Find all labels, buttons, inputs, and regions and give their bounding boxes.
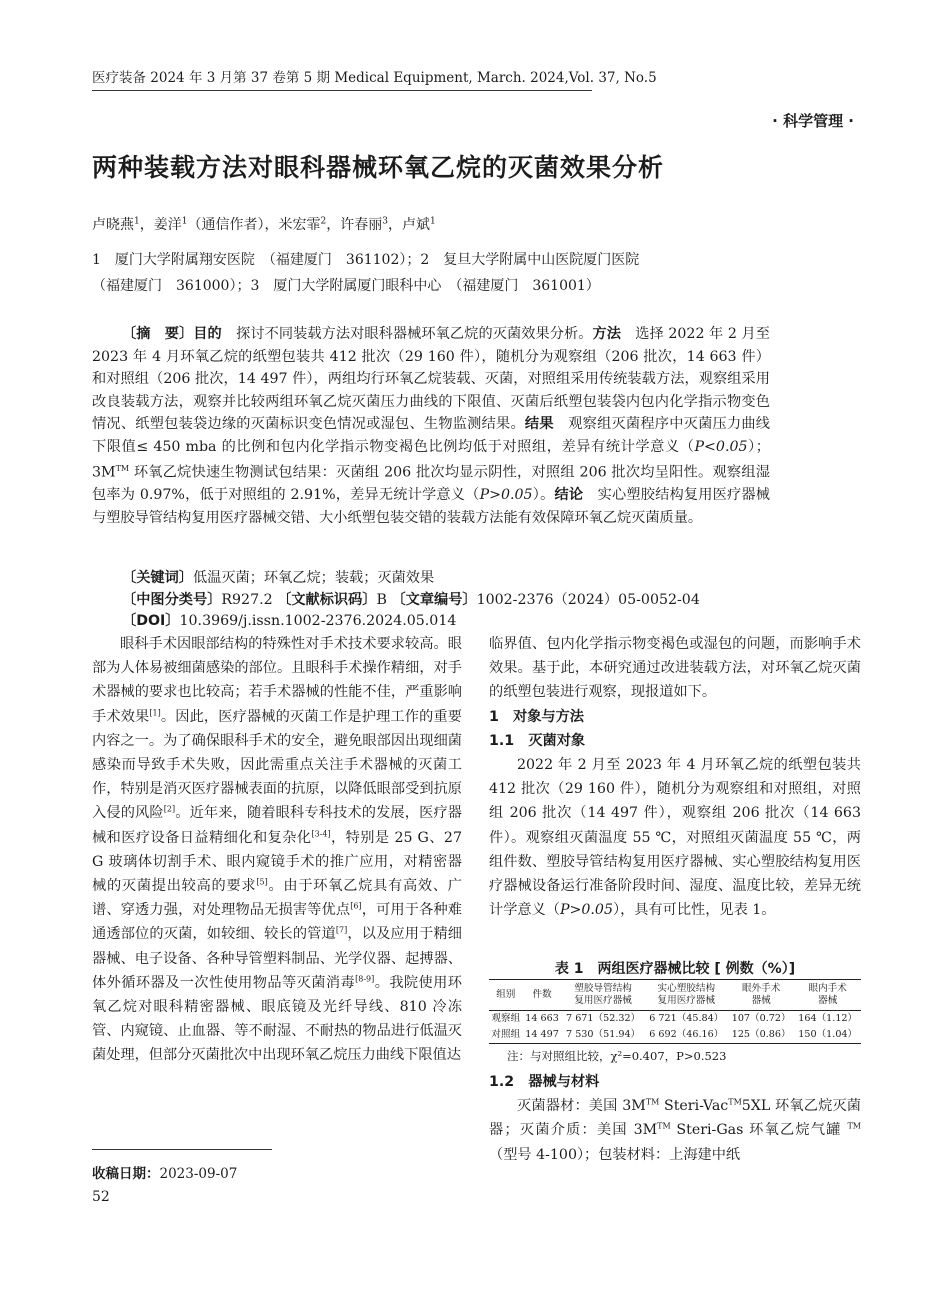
table-cell: 150（1.04） [798, 1029, 858, 1040]
table-row [489, 1011, 861, 1028]
table-header-row [489, 980, 861, 1011]
table-header-cell: 眼内手术 器械 [794, 980, 861, 1011]
p-value: P>0.05 [479, 487, 533, 504]
body-text: 。因此，医疗器械的灭菌工作是护理工作的重要内容之一。为了确保眼科手术的安全，避免眼部因出现细菌感染而导致手术失败，因此需重点关注手术器械的灭菌工作，特别是消灭医疗器械表面的抗原，以降低眼部受到抗原入侵的风险 [92, 708, 462, 822]
body-text: ，可用于各种难通透部位的灭菌，如较细、较长的管道 [92, 902, 462, 943]
author-affil-sup: 1 [429, 216, 436, 227]
p-value: P>0.05 [559, 902, 613, 919]
keywords-value: 低温灭菌；环氧乙烷；装载；灭菌效果 [192, 570, 435, 586]
results-text: ）。 [532, 487, 555, 504]
table-row [489, 1027, 861, 1044]
keywords-label: 〔关键词〕 [122, 570, 193, 586]
clc-label: 〔中图分类号〕 [122, 592, 222, 608]
body-text: ，以及应用于精细器械、电子设备、各种导管塑料制品、光学仪器、起搏器、体外循环器及一次性使用物品等灭菌消毒 [92, 926, 462, 991]
author-name: 卢斌 [401, 217, 430, 233]
results-text: 观察组灭菌程序中灭菌压力曲线下限值≤ 450 mba 的比例和包内化学指示物变褐色比例均低于对照组，差异有统计学意义（ [92, 416, 770, 455]
corresponding-author-note: （通信作者） [187, 217, 265, 233]
author-name: 卢晓燕 [92, 217, 134, 233]
left-column [92, 632, 462, 1068]
trademark-sup: TM [847, 1121, 861, 1131]
results-text: 环氧乙烷快速生物测试包结果：灭菌组 206 批次均显示阴性，对照组 206 批次均呈阳性。观察组湿包率为 0.97%，低于对照组的 2.91%，差异无统计学意义（ [92, 464, 770, 504]
table-cell: 125（0.86） [731, 1029, 791, 1040]
objective-label: 目的 [193, 326, 222, 342]
body-text: ），具有可比性，见表 1。 [612, 902, 776, 919]
citation: [6] [350, 901, 362, 911]
trademark-sup: TM [728, 1097, 742, 1107]
clc-value: R927.2 [221, 592, 273, 608]
citation: [5] [256, 877, 268, 887]
table-cell: 7 671（52.32） [566, 1013, 641, 1024]
table-caption-text: 表 1 两组医疗器械比较 [ 例数（%）] [554, 961, 796, 977]
received-value: 2023-09-07 [159, 1166, 238, 1182]
table-header-cell: 组别 [489, 980, 523, 1011]
abstract-label: 〔摘 要〕 [122, 326, 194, 342]
methods-text: 选择 2022 年 2 月至 2023 年 4 月环氧乙烷的纸塑包装共 412 批次（29 160 件），随机分为观察组（206 批次，14 663 件）和对照组（206 批次，14 497 件），两组均行环氧乙烷装载、灭菌，对照组采用传统装载方法，观察组采用改良装载方法，观察并比较两组环氧乙烷灭菌压力曲线的下限值、灭菌后纸塑包装袋内包内化学指示物变色情况、纸塑包装袋边缘的灭菌标识变色情况或湿包、生物监测结果。 [92, 326, 770, 432]
conclusion-label: 结论 [554, 487, 584, 504]
body-text: 5XL 环氧乙烷灭菌器；灭菌介质：美国 3M [489, 1098, 861, 1139]
table-header-cell: 件数 [523, 980, 562, 1011]
affiliation-line: 1 厦门大学附属翔安医院 （福建厦门 361102）；2 复旦大学附属中山医院厦门医院 [92, 252, 640, 268]
conclusion-text: 实心塑胶结构复用医疗器械与塑胶导管结构复用医疗器械交错、大小纸塑包装交错的装载方法能有效保障环氧乙烷灭菌质量。 [92, 487, 770, 526]
table-header-cell: 眼外手术 器械 [728, 980, 795, 1011]
table-cell: 6 692（46.16） [649, 1029, 724, 1040]
author-sep: ， [264, 217, 279, 233]
methods-label: 方法 [592, 326, 622, 342]
doc-code-value: B [376, 592, 387, 608]
body-paragraph [489, 1094, 861, 1167]
table-cell: 107（0.72） [731, 1013, 791, 1024]
table-cell: 14 663 [525, 1013, 559, 1024]
running-header: 医疗装备 2024 年 3 月第 37 卷第 5 期 Medical Equipment, March. 2024,Vol. 37, No.5 [92, 66, 592, 91]
author-name: 米宏霏 [278, 217, 321, 233]
article-number-label: 〔文章编号〕 [391, 592, 477, 608]
table-header-cell: 实心塑胶结构 复用医疗器械 [645, 980, 728, 1011]
affiliation-line: （福建厦门 361000）；3 厦门大学附属厦门眼科中心 （福建厦门 361001） [92, 278, 600, 294]
page-number: 52 [92, 1189, 110, 1205]
citation: [3-4] [311, 828, 331, 838]
doi-label: 〔DOI〕 [122, 613, 180, 629]
author-affil-sup: 2 [320, 216, 327, 227]
citation: [1] [149, 707, 161, 717]
classification-line [122, 590, 782, 610]
received-label: 收稿日期： [92, 1166, 160, 1182]
subsection-heading [489, 729, 861, 753]
objective-text: 探讨不同装载方法对眼科器械环氧乙烷的灭菌效果分析。 [221, 326, 593, 342]
abstract [92, 323, 770, 529]
table-header-cell: 塑胶导管结构 复用医疗器械 [562, 980, 645, 1011]
author-affil-sup: 1 [134, 216, 140, 227]
doi-line [122, 611, 782, 631]
body-text: Steri-Gas 环氧乙烷气罐 [670, 1122, 848, 1139]
body-text: 。由于环氧乙烷具有高效、广谱、穿透力强，对处理物品无损害等优点 [92, 878, 462, 919]
doi-value: 10.3969/j.issn.1002-2376.2024.05.014 [179, 613, 457, 629]
body-text: 。近年来，随着眼科专科技术的发展，医疗器械和医疗设备日益精细化和复杂化 [92, 805, 462, 846]
section-tag: · 科学管理 · [772, 112, 854, 130]
table-cell: 164（1.12） [798, 1013, 858, 1024]
keywords [122, 568, 782, 588]
subsection-heading [489, 1070, 861, 1094]
body-text: ，特别是 25 G、27 G 玻璃体切割手术、眼内窥镜手术的推广应用，对精密器械的灭菌提出较高的要求 [92, 829, 462, 895]
footnote-divider [92, 1149, 272, 1150]
article-title: 两种装载方法对眼科器械环氧乙烷的灭菌效果分析 [92, 153, 665, 182]
body-paragraph [489, 753, 861, 922]
affiliations [92, 247, 792, 299]
body-text: 灭菌器材：美国 3M [517, 1098, 646, 1115]
author-affil-sup: 3 [382, 216, 388, 227]
p-value: P<0.05 [694, 438, 748, 455]
trademark-sup: TM [115, 464, 130, 473]
author-list [92, 214, 436, 234]
author-sep: ， [387, 217, 402, 233]
table-caption [489, 958, 861, 978]
citation: [7] [335, 925, 348, 935]
table-cell: 对照组 [491, 1029, 521, 1040]
right-column-lower [489, 1070, 861, 1167]
subsection-title: 1.1 灭菌对象 [489, 732, 586, 749]
table-cell: 14 497 [525, 1029, 559, 1040]
author-sep: ， [139, 217, 154, 233]
author-sep: ， [326, 217, 341, 233]
trademark-sup: TM [657, 1121, 671, 1131]
author-name: 姜洋 [153, 217, 182, 233]
table-note: 注：与对照组比较，χ²=0.407，P>0.523 [507, 1049, 727, 1063]
intro-paragraph [92, 632, 462, 1068]
subsection-title: 1.2 器械与材料 [489, 1074, 600, 1090]
body-paragraph: 临界值、包内化学指示物变褐色或湿包的问题，而影响手术效果。基于此，本研究通过改进装载方法，对环氧乙烷灭菌的纸塑包装进行观察，现报道如下。 [489, 636, 861, 701]
body-text: 眼科手术因眼部结构的特殊性对手术技术要求较高。眼部为人体易被细菌感染的部位。且眼科手术操作精细，对手术器械的要求也比较高；若手术器械的性能不佳，严重影响手术效果 [92, 636, 462, 725]
citation: [2] [163, 804, 176, 814]
doc-code-label: 〔文献标识码〕 [277, 592, 377, 608]
table-cell: 观察组 [491, 1013, 521, 1024]
body-text: 2022 年 2 月至 2023 年 4 月环氧乙烷的纸塑包装共 412 批次（29 160 件），随机分为观察组和对照组，对照组 206 批次（14 497 件），观察组 206 批次（14 663 件）。观察组灭菌温度 55 ℃，对照组灭菌温度 55 ℃，两组件数、塑胶导管结构复用医疗器械、实心塑胶结构复用医疗器械设备运行准备阶段时间、湿度、温度比较，差异无统计学意义（ [489, 757, 861, 919]
data-table [489, 979, 861, 1044]
citation: [8-9] [355, 974, 375, 984]
article-number-value: 1002-2376（2024）05-0052-04 [476, 592, 700, 608]
body-text: Steri-Vac [659, 1098, 729, 1115]
section-heading: 1 对象与方法 [489, 708, 584, 725]
table-cell: 7 530（51.94） [566, 1029, 641, 1040]
right-column-upper [489, 632, 861, 922]
results-label: 结果 [524, 416, 554, 432]
received-date [92, 1162, 237, 1182]
trademark-sup: TM [645, 1097, 660, 1107]
table-cell: 6 721（45.84） [649, 1013, 724, 1024]
author-affil-sup: 1 [181, 216, 188, 227]
body-text: 。我院使用环氧乙烷对眼科精密器械、眼底镜及光纤导线、810 冷冻管、内窥镜、止血器、等不耐湿、不耐热的物品进行低温灭菌处理，但部分灭菌批次中出现环氧乙烷压力曲线下限值达 [92, 974, 462, 1064]
body-text: （型号 4-100）；包装材料：上海建中纸 [489, 1146, 741, 1163]
results-text: ）；3M [92, 438, 770, 481]
author-name: 许春丽 [340, 217, 383, 233]
